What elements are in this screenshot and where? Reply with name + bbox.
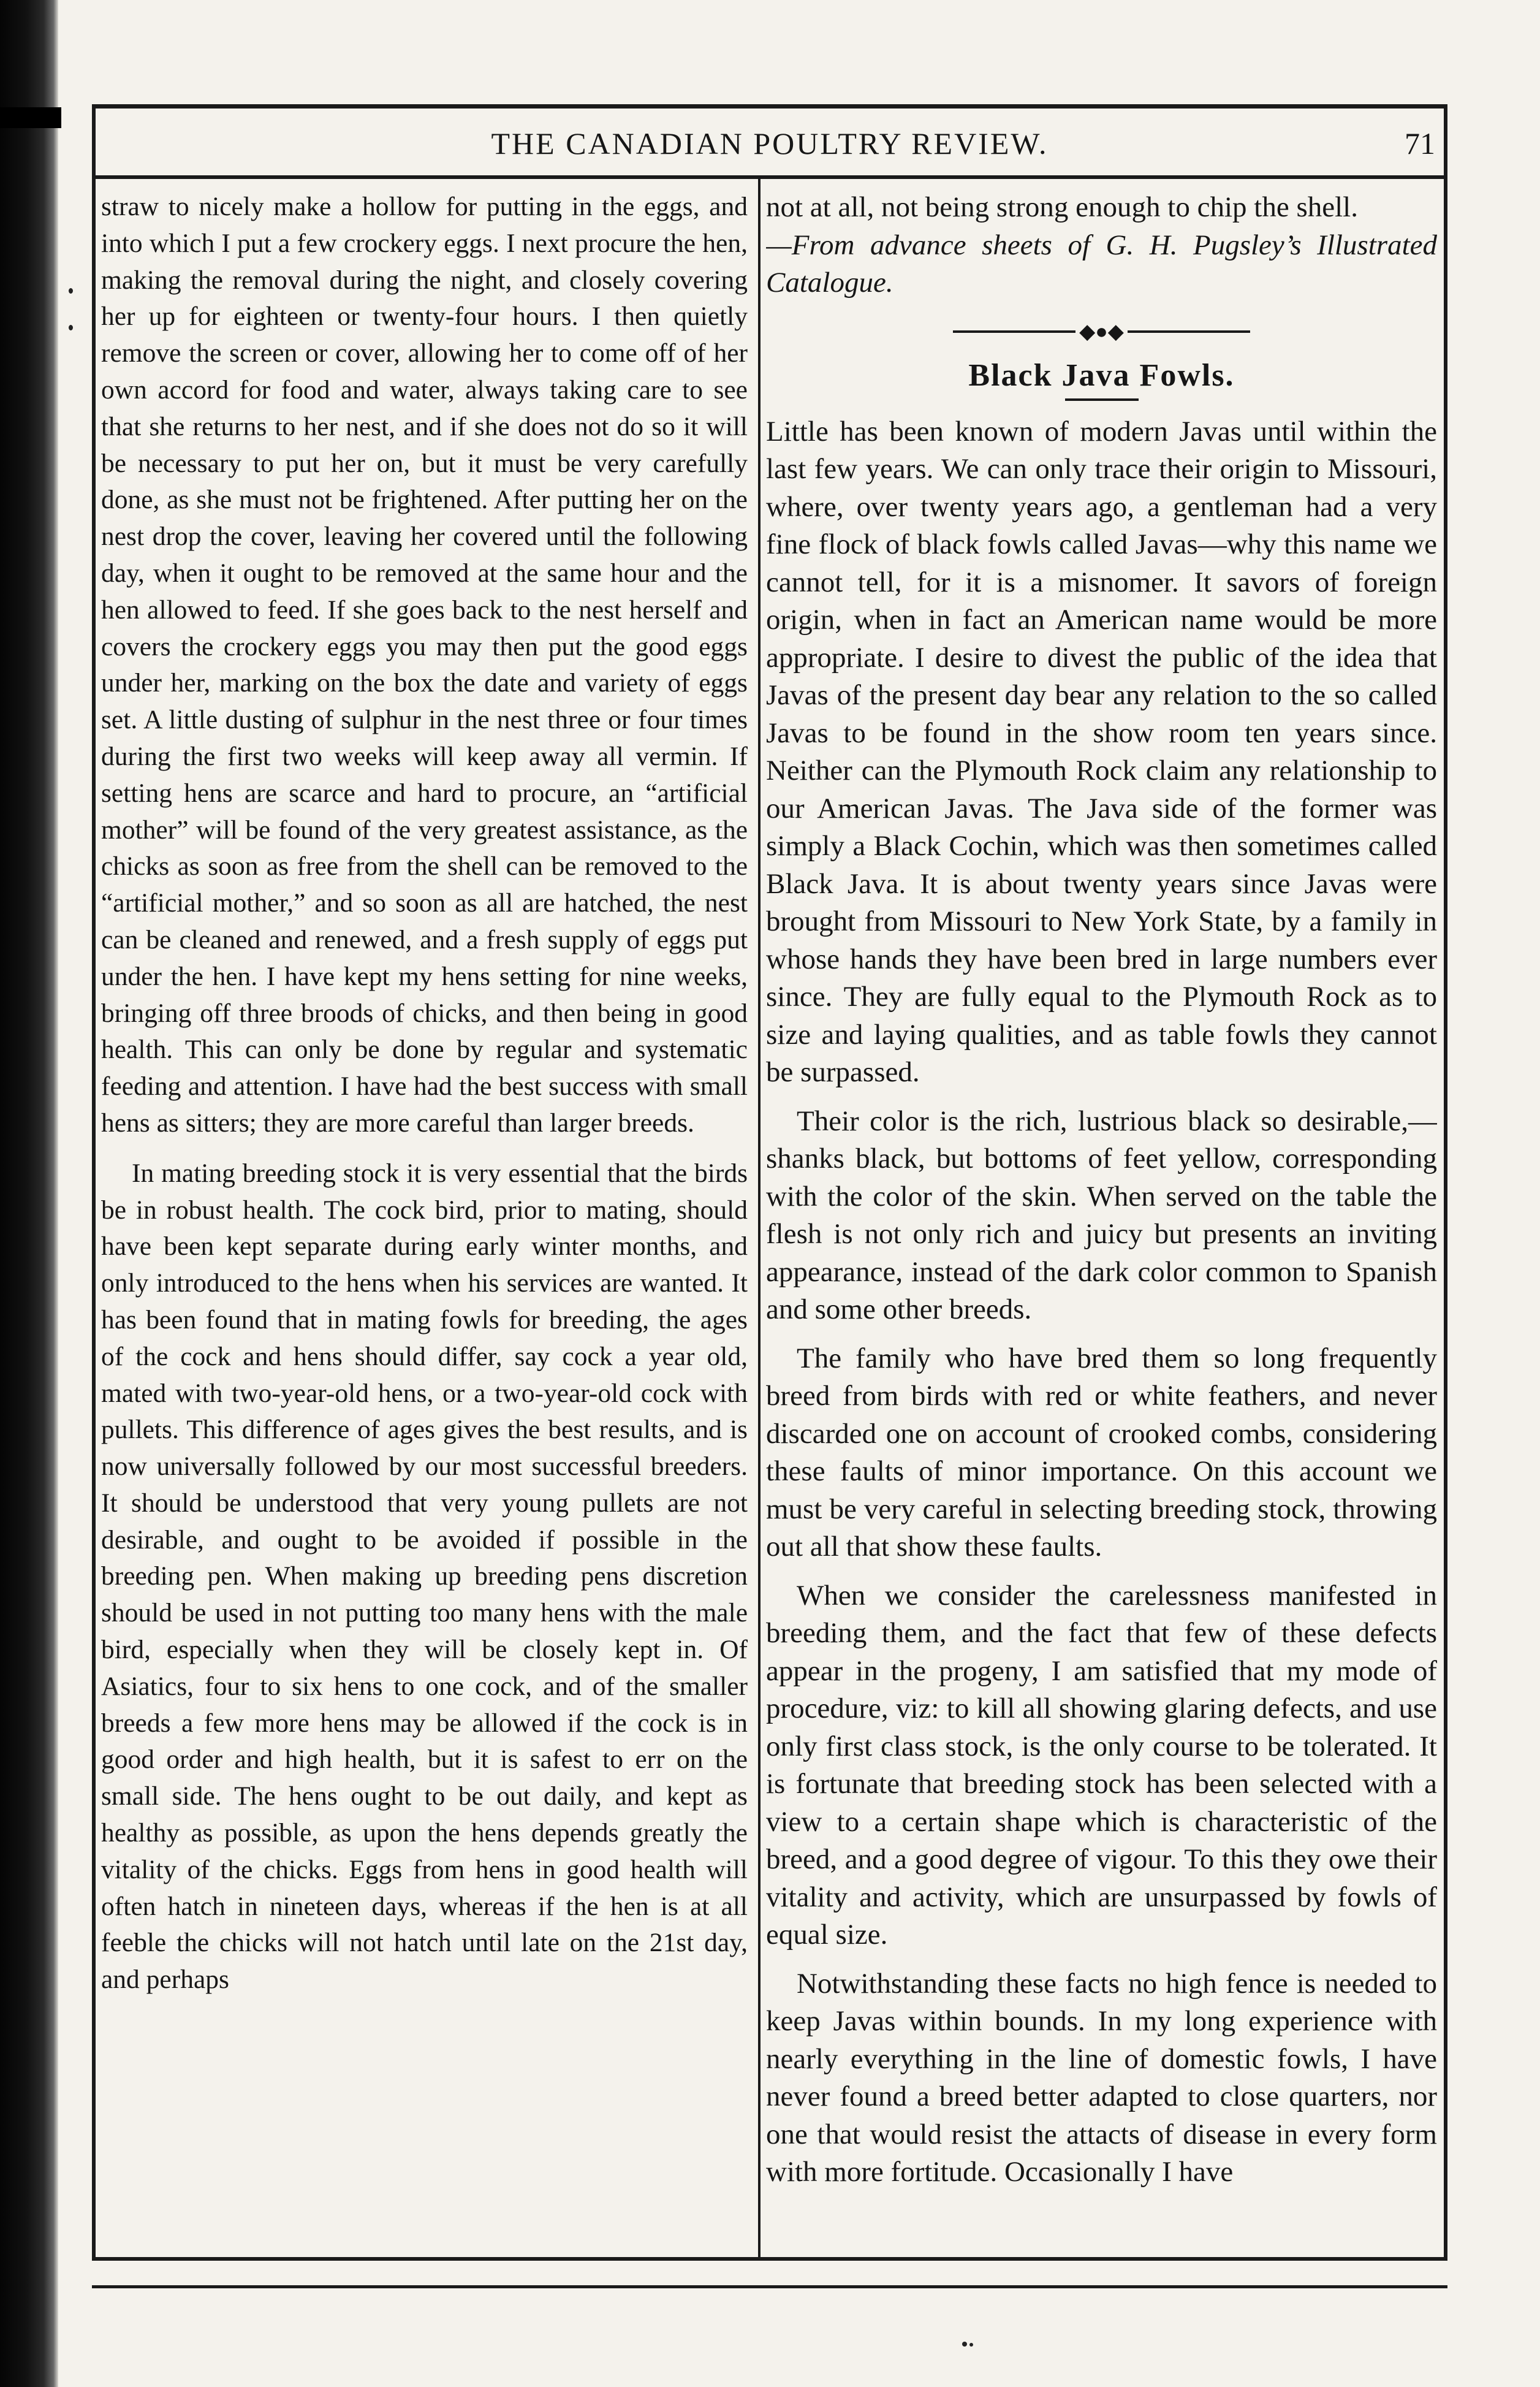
right-column (766, 189, 1437, 2230)
scan-speck (962, 2342, 967, 2347)
right-paragraph-3: The family who have bred them so long frequently breed from birds with red or white feathers, and never discarded one on account of crooked combs, considering these faults of minor importance. On this account we must be very careful in selecting breeding stock, throwing out all that show these faults. (766, 1342, 1437, 1563)
scan-speck (69, 325, 73, 330)
column-divider (758, 179, 761, 2257)
page-header (92, 126, 1447, 169)
scan-speck (969, 2343, 973, 2347)
left-paragraph-1: straw to nicely make a hollow for putting in the eggs, and into which I put a few crockery eggs. I next procure the hen, making the removal during the night, and closely covering her up for eighteen or twenty-four hours. I then quietly remove the screen or cover, allowing her to come off of her own accord for food and water, always taking care to see that she returns to her nest, and if she does not do so it will be necessary to put her on, but it must be very carefully done, as she must not be frightened. After putting her on the nest drop the cover, leaving her covered until the following day, when it ought to be removed at the same hour and the hen allowed to feed. If she goes back to the nest herself and covers the crockery eggs you may then put the good eggs under her, marking on the box the date and variety of eggs set. A little dusting of sulphur in the nest three or four times during the first two weeks will keep away all vermin. If setting hens are scarce and hard to procure, an “artificial mother” will be found of the very greatest assistance, as the chicks as soon as free from the shell can be removed to the “artificial mother,” and so soon as all are hatched, the nest can be cleaned and renewed, and a fresh supply of eggs put under the hen. I have kept my hens setting for nine weeks, bringing off three broods of chicks, and then being in good health. This can only be done by regular and systematic feeding and attention. I have had the best success with small hens as sitters; they are more careful than larger breeds. (101, 192, 748, 1138)
section-ornament (766, 311, 1437, 351)
page-number: 71 (1405, 126, 1435, 161)
right-paragraph-1: Little has been known of modern Javas until within the last few years. We can only trace their origin to Missouri, where, over twenty years ago, a gentleman had a very fine flock of black fowls called Javas—why this name we cannot tell, for it is a misnomer. It savors of foreign origin, when in fact an American name would be more appropriate. I desire to divest the public of the idea that Javas of the present day bear any relation to the so called Javas to be found in the show room ten years since. Neither can the Plymouth Rock claim any relationship to our American Javas. The Java side of the former was simply a Black Cochin, which was then sometimes called Black Java. It is about twenty years since Javas were brought from Missouri to New York State, by a family in whose hands they have been bred in large numbers ever since. They are fully equal to the Plymouth Rock as to size and laying qualities, and as table fowls they cannot be surpassed. (766, 415, 1437, 1089)
binding-notch (0, 107, 61, 128)
running-title: THE CANADIAN POULTRY REVIEW. (491, 126, 1049, 161)
ornament-rule-left (953, 330, 1075, 333)
scan-speck (69, 288, 73, 294)
attribution: —From advance sheets of G. H. Pugsley’s Illustrated Catalogue. (766, 229, 1437, 299)
right-paragraph-2: Their color is the rich, lustrious black so desirable,—shanks black, but bottoms of feet yellow, corresponding with the color of the skin. When served on the table the flesh is not only rich and juicy but presents an inviting appearance, instead of the dark color common to Spanish and some other breeds. (766, 1105, 1437, 1326)
right-paragraph-4: When we consider the carelessness manifested in breeding them, and the fact that few of these defects appear in the progeny, I am satisfied that my mode of procedure, viz: to kill all showing glaring defects, and use only first class stock, is the only course to be tolerated. It is fortunate that breeding stock has been selected with a view to a certain shape which is characteristic of the breed, and a good degree of vigour. To this they owe their vitality and activity, which are unsurpassed by fowls of equal size. (766, 1579, 1437, 1951)
heading-rule (1065, 398, 1139, 401)
footer-rule (92, 2285, 1447, 2288)
left-column (101, 189, 748, 2230)
section-heading: Black Java Fowls. (968, 358, 1235, 394)
continuation-text: not at all, not being strong enough to chip the shell. (766, 191, 1358, 223)
book-binding-edge (0, 0, 58, 2387)
ornament-rule-right (1128, 330, 1250, 333)
header-rule (92, 175, 1447, 179)
left-paragraph-2: In mating breeding stock it is very essential that the birds be in robust health. The cock bird, prior to mating, should have been kept separate during early winter months, and only introduced to the hens when his services are wanted. It has been found that in mating fowls for breeding, the ages of the cock and hens should differ, say cock a year old, mated with two-year-old hens, or a two-year-old cock with pullets. This difference of ages gives the best results, and is now universally followed by our most successful breeders. It should be understood that very young pullets are not desirable, and ought to be avoided if possible in the breeding pen. When making up breeding pens discretion should be used in not putting too many hens with the male bird, especially when they will be closely kept in. Of Asiatics, four to six hens to one cock, and of the smaller breeds a few more hens may be allowed if the cock is in good order and high health, but it is safest to err on the small side. The hens ought to be out daily, and kept as healthy as possible, as upon the hens depends greatly the vitality of the chicks. Eggs from hens in good health will often hatch in nineteen days, whereas if the hen is at all feeble the chicks will not hatch until late on the 21st day, and perhaps (101, 1158, 748, 1995)
right-paragraph-5: Notwithstanding these facts no high fence is needed to keep Javas within bounds. In my long experience with nearly everything in the line of domestic fowls, I have never found a breed better adapted to close quarters, nor one that would resist the attacts of disease in every form with more fortitude. Occasionally I have (766, 1967, 1437, 2188)
ornament-glyph: ◆●◆ (1079, 320, 1124, 343)
